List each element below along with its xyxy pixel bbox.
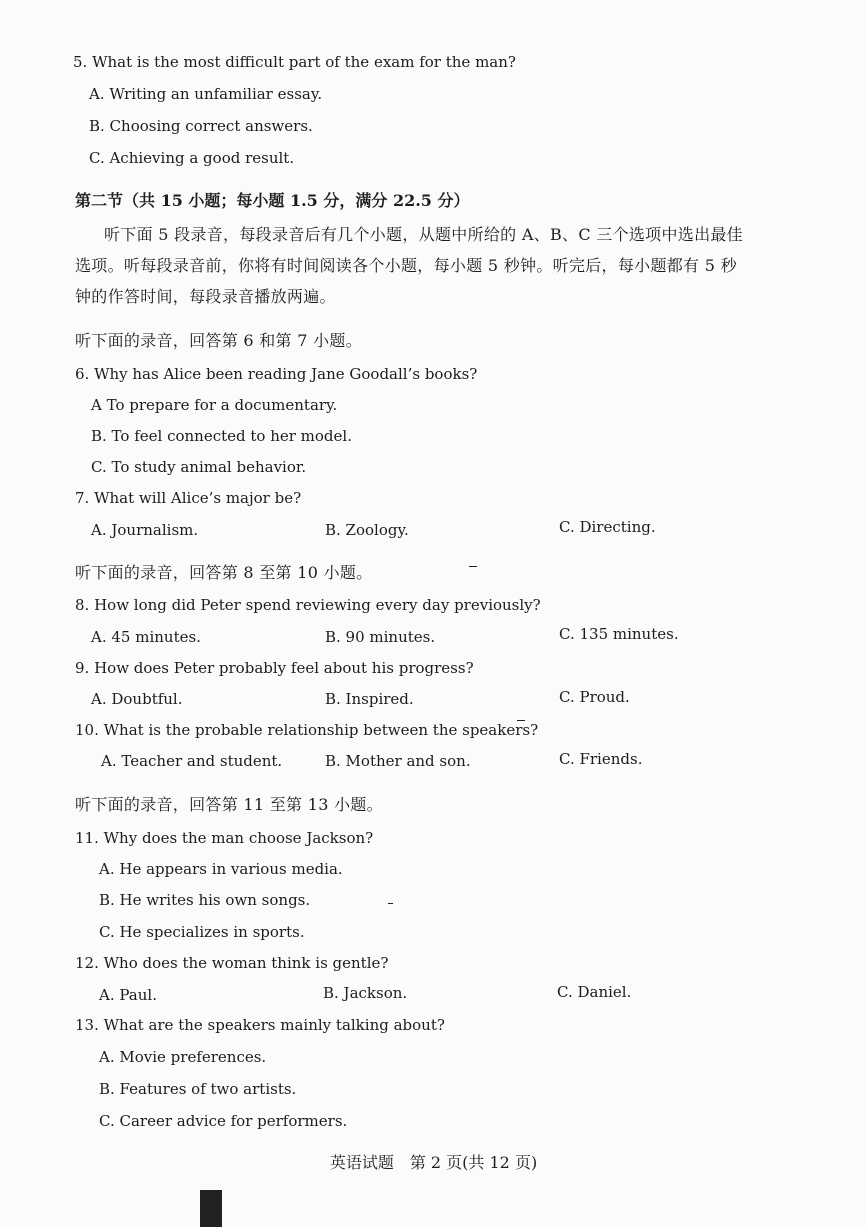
q10-option-c: C. Friends. bbox=[559, 750, 643, 768]
q9-option-a: A. Doubtful. bbox=[91, 690, 183, 708]
q9-option-c: C. Proud. bbox=[559, 688, 630, 706]
page-footer: 英语试题 第 2 页(共 12 页) bbox=[329, 1153, 538, 1172]
q10-option-b: B. Mother and son. bbox=[325, 752, 471, 770]
scan-mark bbox=[200, 1190, 222, 1227]
section-instructions-line-3: 钟的作答时间，每段录音播放两遍。 bbox=[75, 287, 336, 306]
q10-question: 10. What is the probable relationship between the speakers? bbox=[75, 721, 539, 739]
group2-prompt: 听下面的录音，回答第 8 至第 10 小题。 bbox=[75, 563, 373, 582]
q5-question: 5. What is the most difficult part of the exam for the man? bbox=[73, 53, 516, 71]
scan-speck bbox=[469, 566, 477, 567]
group1-prompt: 听下面的录音，回答第 6 和第 7 小题。 bbox=[75, 331, 363, 350]
section-instructions-line-1: 听下面 5 段录音，每段录音后有几个小题，从题中所给的 A、B、C 三个选项中选出最佳 bbox=[104, 225, 743, 244]
q6-option-c: C. To study animal behavior. bbox=[91, 458, 307, 476]
q9-option-b: B. Inspired. bbox=[325, 690, 414, 708]
q5-option-b: B. Choosing correct answers. bbox=[89, 117, 313, 135]
q9-question: 9. How does Peter probably feel about his progress? bbox=[75, 659, 474, 677]
q11-option-c: C. He specializes in sports. bbox=[99, 923, 305, 941]
section-heading: 第二节（共 15 小题；每小题 1.5 分，满分 22.5 分） bbox=[75, 191, 470, 210]
q8-option-c: C. 135 minutes. bbox=[559, 625, 679, 643]
q5-option-a: A. Writing an unfamiliar essay. bbox=[89, 85, 323, 103]
scan-speck bbox=[517, 720, 525, 721]
q7-option-a: A. Journalism. bbox=[91, 521, 199, 539]
q12-option-a: A. Paul. bbox=[99, 986, 157, 1004]
q13-option-c: C. Career advice for performers. bbox=[99, 1112, 348, 1130]
q11-question: 11. Why does the man choose Jackson? bbox=[75, 829, 374, 847]
q7-option-c: C. Directing. bbox=[559, 518, 656, 536]
q13-question: 13. What are the speakers mainly talking about? bbox=[75, 1016, 445, 1034]
scan-speck bbox=[388, 903, 393, 904]
q7-question: 7. What will Alice’s major be? bbox=[75, 489, 302, 507]
q6-option-b: B. To feel connected to her model. bbox=[91, 427, 352, 445]
q12-option-c: C. Daniel. bbox=[557, 983, 632, 1001]
q10-option-a: A. Teacher and student. bbox=[101, 752, 283, 770]
q8-option-b: B. 90 minutes. bbox=[325, 628, 436, 646]
q11-option-a: A. He appears in various media. bbox=[99, 860, 343, 878]
q12-option-b: B. Jackson. bbox=[323, 984, 408, 1002]
q11-option-b: B. He writes his own songs. bbox=[99, 891, 311, 909]
group3-prompt: 听下面的录音，回答第 11 至第 13 小题。 bbox=[75, 795, 383, 814]
q12-question: 12. Who does the woman think is gentle? bbox=[75, 954, 389, 972]
q6-question: 6. Why has Alice been reading Jane Goodall’s books? bbox=[75, 365, 478, 383]
q8-option-a: A. 45 minutes. bbox=[91, 628, 201, 646]
q5-option-c: C. Achieving a good result. bbox=[89, 149, 295, 167]
q13-option-a: A. Movie preferences. bbox=[99, 1048, 267, 1066]
section-instructions-line-2: 选项。听每段录音前，你将有时间阅读各个小题，每小题 5 秒钟。听完后，每小题都有 5 秒 bbox=[75, 256, 737, 275]
q6-option-a: A To prepare for a documentary. bbox=[91, 396, 338, 414]
q13-option-b: B. Features of two artists. bbox=[99, 1080, 297, 1098]
q7-option-b: B. Zoology. bbox=[325, 521, 409, 539]
q8-question: 8. How long did Peter spend reviewing every day previously? bbox=[75, 596, 541, 614]
